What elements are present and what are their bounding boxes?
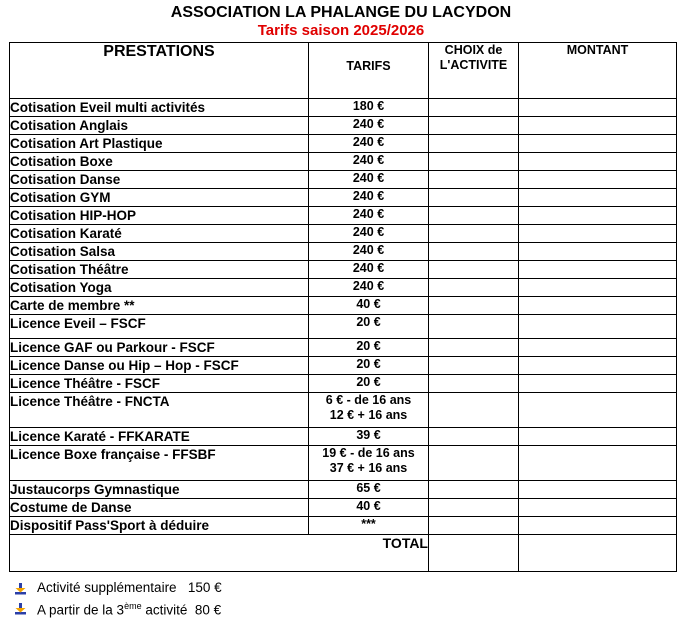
choix-cell[interactable] [429, 117, 519, 135]
row-label: Cotisation Eveil multi activités [10, 99, 309, 117]
montant-cell[interactable] [519, 189, 677, 207]
choix-cell[interactable] [429, 446, 519, 481]
tarifs-table [9, 42, 677, 572]
row-price: 240 € [309, 135, 429, 153]
row-price: 240 € [309, 117, 429, 135]
bullet-arrow-icon [14, 582, 27, 595]
montant-cell[interactable] [519, 243, 677, 261]
table-row [10, 428, 677, 446]
table-row [10, 135, 677, 153]
season-subtitle: Tarifs saison 2025/2026 [257, 22, 425, 39]
montant-cell[interactable] [519, 279, 677, 297]
row-price [309, 446, 429, 481]
choix-cell[interactable] [429, 135, 519, 153]
row-price: 240 € [309, 225, 429, 243]
table-row [10, 207, 677, 225]
montant-cell[interactable] [519, 339, 677, 357]
row-label: Cotisation HIP-HOP [10, 207, 309, 225]
table-row [10, 446, 677, 481]
row-price: 40 € [309, 499, 429, 517]
table-row [10, 375, 677, 393]
montant-cell[interactable] [519, 117, 677, 135]
row-label: Licence Eveil – FSCF [10, 315, 309, 339]
row-price: 180 € [309, 99, 429, 117]
note2-suffix: activité 80 € [141, 602, 222, 618]
choix-cell[interactable] [429, 207, 519, 225]
choix-cell[interactable] [429, 499, 519, 517]
price-line2: 12 € + 16 ans [329, 408, 408, 422]
column-header-prestations: PRESTATIONS [10, 43, 309, 99]
montant-cell[interactable] [519, 428, 677, 446]
row-price: 20 € [309, 375, 429, 393]
row-price: 39 € [309, 428, 429, 446]
montant-cell[interactable] [519, 517, 677, 535]
table-row [10, 297, 677, 315]
row-label: Cotisation Yoga [10, 279, 309, 297]
choix-cell[interactable] [429, 315, 519, 339]
row-label: Licence Théâtre - FSCF [10, 375, 309, 393]
row-label: Cotisation Salsa [10, 243, 309, 261]
row-label: Licence Karaté - FFKARATE [10, 428, 309, 446]
choix-cell[interactable] [429, 153, 519, 171]
price-line1: 6 € - de 16 ans [325, 393, 412, 407]
row-price: *** [309, 517, 429, 535]
note2-prefix: A partir de la 3 [37, 602, 125, 618]
choix-cell[interactable] [429, 279, 519, 297]
table-header-row [10, 43, 677, 99]
montant-cell[interactable] [519, 135, 677, 153]
note-text [37, 596, 221, 621]
row-price: 20 € [309, 357, 429, 375]
row-price: 240 € [309, 261, 429, 279]
choix-line1: CHOIX de [444, 43, 503, 57]
montant-cell[interactable] [519, 481, 677, 499]
choix-cell[interactable] [429, 225, 519, 243]
table-row [10, 171, 677, 189]
row-price: 240 € [309, 279, 429, 297]
montant-cell[interactable] [519, 225, 677, 243]
row-price: 240 € [309, 171, 429, 189]
notes [14, 578, 222, 618]
row-price: 240 € [309, 243, 429, 261]
table-row [10, 243, 677, 261]
row-label: Licence GAF ou Parkour - FSCF [10, 339, 309, 357]
montant-cell[interactable] [519, 393, 677, 428]
montant-cell[interactable] [519, 357, 677, 375]
montant-cell[interactable] [519, 375, 677, 393]
table-row [10, 339, 677, 357]
table-row [10, 517, 677, 535]
montant-cell[interactable] [519, 99, 677, 117]
table-row [10, 357, 677, 375]
row-label: Licence Boxe française - FFSBF [10, 446, 309, 481]
row-label: Cotisation Karaté [10, 225, 309, 243]
montant-cell[interactable] [519, 153, 677, 171]
row-label: Cotisation GYM [10, 189, 309, 207]
table-row [10, 189, 677, 207]
row-label: Carte de membre ** [10, 297, 309, 315]
table-row [10, 225, 677, 243]
choix-cell[interactable] [429, 261, 519, 279]
choix-cell[interactable] [429, 339, 519, 357]
note2-superscript: ème [124, 600, 142, 611]
total-montant-cell[interactable] [519, 535, 677, 572]
row-label: Cotisation Boxe [10, 153, 309, 171]
row-label: Cotisation Théâtre [10, 261, 309, 279]
choix-cell[interactable] [429, 393, 519, 428]
note-third-activity [14, 598, 222, 618]
choix-cell[interactable] [429, 357, 519, 375]
montant-cell[interactable] [519, 207, 677, 225]
price-line2: 37 € + 16 ans [329, 461, 408, 475]
total-choix-cell[interactable] [429, 535, 519, 572]
row-price: 65 € [309, 481, 429, 499]
column-header-tarifs: TARIFS [309, 43, 429, 99]
table-row [10, 153, 677, 171]
price-line1: 19 € - de 16 ans [322, 446, 415, 460]
choix-cell[interactable] [429, 297, 519, 315]
choix-cell[interactable] [429, 517, 519, 535]
choix-cell[interactable] [429, 99, 519, 117]
table-row [10, 393, 677, 428]
total-row [10, 535, 677, 572]
bullet-arrow-icon [14, 602, 27, 615]
row-label: Cotisation Anglais [10, 117, 309, 135]
choix-cell[interactable] [429, 243, 519, 261]
table-row [10, 499, 677, 517]
table-row [10, 315, 677, 339]
row-price: 240 € [309, 153, 429, 171]
row-price: 240 € [309, 189, 429, 207]
montant-cell[interactable] [519, 261, 677, 279]
table-row [10, 279, 677, 297]
choix-cell[interactable] [429, 481, 519, 499]
table-row [10, 261, 677, 279]
document-title: ASSOCIATION LA PHALANGE DU LACYDON [170, 4, 512, 21]
montant-cell[interactable] [519, 297, 677, 315]
montant-cell[interactable] [519, 446, 677, 481]
note-text: Activité supplémentaire 150 € [37, 580, 222, 595]
total-label: TOTAL [10, 535, 429, 572]
montant-cell[interactable] [519, 499, 677, 517]
choix-cell[interactable] [429, 375, 519, 393]
montant-cell[interactable] [519, 315, 677, 339]
row-label: Cotisation Art Plastique [10, 135, 309, 153]
row-price: 20 € [309, 315, 429, 339]
choix-cell[interactable] [429, 189, 519, 207]
row-price: 240 € [309, 207, 429, 225]
table-row [10, 481, 677, 499]
choix-cell[interactable] [429, 171, 519, 189]
column-header-choix [429, 43, 519, 99]
row-price: 20 € [309, 339, 429, 357]
row-label: Dispositif Pass'Sport à déduire [10, 517, 309, 535]
choix-cell[interactable] [429, 428, 519, 446]
row-label: Licence Danse ou Hip – Hop - FSCF [10, 357, 309, 375]
table-row [10, 117, 677, 135]
row-label: Cotisation Danse [10, 171, 309, 189]
table-row [10, 99, 677, 117]
choix-line2: L'ACTIVITE [439, 58, 508, 72]
montant-cell[interactable] [519, 171, 677, 189]
row-price: 40 € [309, 297, 429, 315]
row-price [309, 393, 429, 428]
row-label: Licence Théâtre - FNCTA [10, 393, 309, 428]
row-label: Justaucorps Gymnastique [10, 481, 309, 499]
row-label: Costume de Danse [10, 499, 309, 517]
column-header-montant: MONTANT [519, 43, 677, 99]
